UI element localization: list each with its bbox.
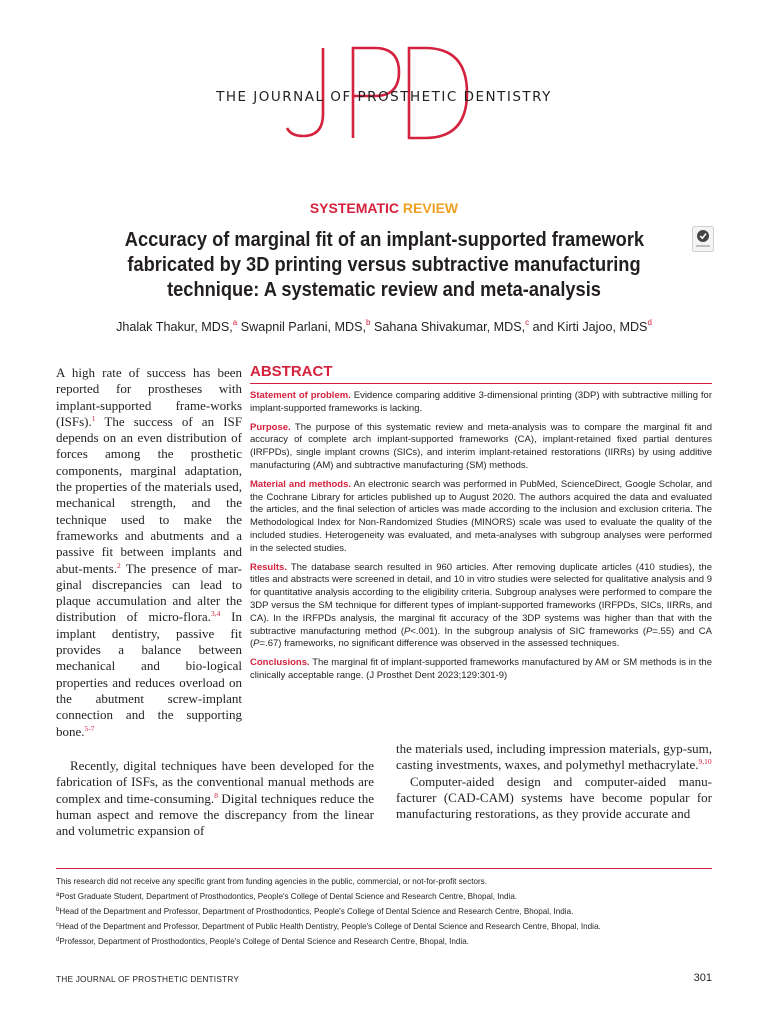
- section-word-systematic: SYSTEMATIC: [309, 200, 400, 216]
- section-word-review: REVIEW: [402, 200, 459, 216]
- citation-ref[interactable]: 2: [117, 560, 121, 570]
- intro-text: Digital techniques reduce the human aspect and remove the discrepancy from the linear and volumetric expansion of: [56, 790, 374, 839]
- intro-text: the materials used, including impression materials, gyp-sum, casting investments, waxes, and polymethyl methacrylate.: [396, 741, 712, 773]
- affiliation-text: Head of the Department and Professor, Department of Prosthodontics, People's College of Dental Science and Research Centre, Bhopal, India.: [59, 906, 574, 916]
- citation-ref[interactable]: 9,10: [698, 757, 712, 767]
- crossmark-icon[interactable]: [692, 226, 714, 252]
- citation-ref[interactable]: 1: [91, 413, 96, 423]
- title-line: technique: A systematic review and meta-analysis: [167, 279, 601, 301]
- intro-paragraph-2: [56, 758, 374, 839]
- abstract-text: The database search resulted in 960 articles. After removing duplicate articles (410 studies), the titles and abstracts were screened in detail, and 10 in vitro studies were selected for qualitative analysis and 9 for quantitative analysis according to the eligibility criteria. Subgroup analyses were performed to compare the 3DP versus the SM technique for different types of implant-supported frameworks (IRFPDs, SICs, IIRRs, and CA). In the IRFPDs analysis, the marginal fit accuracy of the 3DP systems was higher than that with the subtractive manufacturing method (: [250, 561, 712, 637]
- affiliation-note: [56, 889, 716, 904]
- abstract-conclusions: [250, 657, 712, 683]
- abstract-purpose: [250, 422, 712, 473]
- funding-note: This research did not receive any specific grant from funding agencies in the public, commercial, or not-for-profit sectors.: [56, 877, 487, 886]
- affiliation-mark: d: [647, 318, 652, 327]
- abstract-text: An electronic search was performed in PubMed, ScienceDirect, Google Scholar, and the Cochrane Library for articles published up to August 2020. The authors acquired the data and evaluated the articles, and the final selection of articles was made according to the inclusion and exclusion criteria. The Methodological Index for Non-Randomized Studies (MINORS) scale was used to evaluate the quality of the included studies. Heterogeneity was evaluated, and meta-analyses with subgroup analyses were performed in the selected studies.: [250, 478, 712, 554]
- affiliation-mark: c: [525, 318, 530, 327]
- affiliation-mark: b: [366, 318, 371, 327]
- affiliation-mark: c: [56, 921, 59, 928]
- intro-text: In implant dentistry, passive fit provides a balance between mechanical and bio-logical properties and reduces overload on the abutment screw-implant connection and the supporting bone.: [56, 609, 242, 739]
- abstract-text: The marginal fit of implant-supported frameworks manufactured by AM or SM methods is in the clinically acceptable range. (J Prosthet Dent 2023;129:301-9): [250, 657, 712, 681]
- author-list: [0, 318, 768, 334]
- intro-paragraph-1: [56, 365, 242, 740]
- affiliation-mark: b: [56, 906, 60, 913]
- running-footer: THE JOURNAL OF PROSTHETIC DENTISTRY: [56, 974, 240, 984]
- abstract-heading: ABSTRACT: [250, 363, 712, 384]
- affiliation-mark: a: [56, 891, 60, 898]
- intro-text: A high rate of success has been reported for prostheses with implant-supported frame-works (ISFs).: [56, 365, 242, 429]
- author-name: Jhalak Thakur, MDS,: [116, 320, 233, 334]
- p-value-symbol: P: [253, 638, 260, 650]
- affiliation-mark: a: [232, 318, 238, 327]
- affiliation-text: Head of the Department and Professor, Department of Public Health Dentistry, People's College of Dental Science and Research Centre, Bhopal, India.: [59, 921, 601, 931]
- page-number: 301: [693, 972, 712, 984]
- affiliation-text: Post Graduate Student, Department of Prosthodontics, People's College of Dental Science and Research Centre, Bhopal, India.: [59, 891, 518, 901]
- abstract-methods: [250, 479, 712, 556]
- p-value-symbol: P: [646, 625, 653, 637]
- abstract-text: =.67) frameworks, no significant difference was observed in the assessed techniques.: [259, 638, 620, 650]
- citation-ref[interactable]: 8: [214, 790, 218, 800]
- footnotes: [56, 876, 716, 949]
- intro-paragraph-3: Computer-aided design and computer-aided manu-facturer (CAD-CAM) systems have become popular for manufacturing restorations, as they provide accurate and: [396, 773, 712, 822]
- abstract-subheading: Purpose.: [250, 421, 291, 433]
- abstract-subheading: Conclusions.: [250, 657, 310, 669]
- intro-text: The presence of mar-ginal discrepancies can lead to plaque accumulation and alter the distribution of micro-flora.: [56, 560, 242, 625]
- article-title: [125, 228, 643, 303]
- title-line: fabricated by 3D printing versus subtractive manufacturing: [127, 254, 641, 276]
- intro-text: The success of an ISF depends on an even distribution of forces among the prosthetic components, marginal adaptation, the properties of the materials used, mechanical strength, and the technique used to make the frameworks and abutments and a passive fit between implants and abut-ments.: [56, 413, 242, 576]
- citation-ref[interactable]: 3,4: [210, 609, 221, 619]
- intro-text: Recently, digital techniques have been developed for the fabrication of ISFs, as the conventional manual methods are complex and time-consuming.: [56, 758, 374, 806]
- abstract-subheading: Statement of problem.: [250, 390, 351, 401]
- abstract-text: =.55) and CA (: [250, 625, 712, 650]
- p-value-symbol: P: [404, 625, 411, 637]
- citation-ref[interactable]: 5-7: [84, 723, 95, 733]
- abstract-text: The purpose of this systematic review and meta-analysis was to compare the marginal fit and accuracy of complete arch implant-supported frameworks (CA), implant-retained fixed partial dentures (IRFPDs), single implant crowns (SICs), and interim implant-retained restorations (IIRRs) by using additive manufacturing (AM) and subtractive manufacturing (SM) methods.: [250, 421, 712, 471]
- footnote-divider: [56, 868, 712, 869]
- abstract-results: [250, 562, 712, 652]
- abstract: [250, 363, 712, 683]
- journal-name: THE JOURNAL OF PROSTHETIC DENTISTRY: [216, 89, 552, 105]
- title-line: Accuracy of marginal fit of an implant-supported framework: [124, 229, 645, 251]
- section-label: [0, 200, 768, 216]
- affiliation-mark: d: [56, 936, 60, 943]
- affiliation-note: [56, 934, 716, 949]
- abstract-subheading: Material and methods.: [250, 478, 352, 490]
- abstract-text: <.001). In the subgroup analysis of SIC frameworks (: [410, 625, 646, 637]
- intro-continuation: [396, 741, 712, 822]
- abstract-text: Evidence comparing additive 3-dimensional printing (3DP) with subtractive milling for implant-supported frameworks is lacking.: [250, 390, 712, 414]
- affiliation-note: [56, 904, 716, 919]
- affiliation-text: Professor, Department of Prosthodontics, People's College of Dental Science and Research Centre, Bhopal, India.: [59, 936, 469, 946]
- abstract-problem: [250, 390, 712, 416]
- author-name: Swapnil Parlani, MDS,: [240, 320, 366, 334]
- affiliation-note: [56, 919, 716, 934]
- author-name: and Kirti Jajoo, MDS: [532, 320, 648, 334]
- author-name: Sahana Shivakumar, MDS,: [373, 320, 526, 334]
- abstract-subheading: Results.: [250, 561, 287, 573]
